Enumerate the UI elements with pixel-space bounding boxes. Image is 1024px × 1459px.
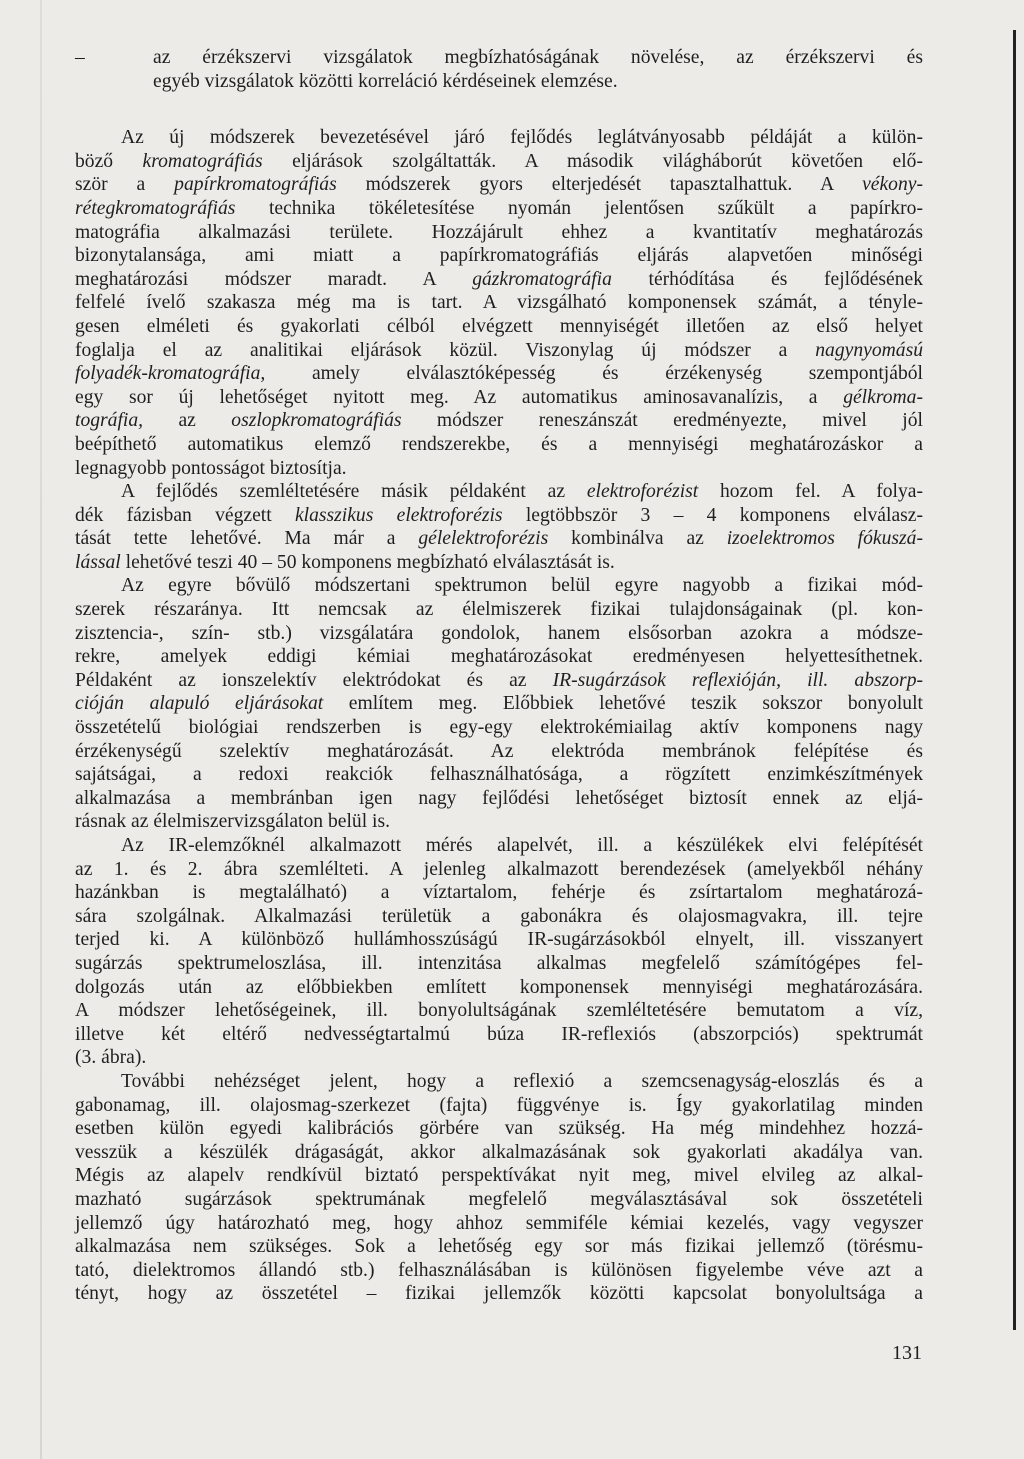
text-run: beépíthető automatikus elemző rendszerekbe, és a mennyiségi meghatározáskor a	[75, 433, 923, 455]
body-text	[75, 126, 923, 1306]
bullet-dash: –	[75, 47, 85, 68]
text-line	[75, 1141, 923, 1165]
text-run: hozom fel. A folya-	[698, 481, 923, 503]
text-line	[75, 433, 923, 457]
text-line	[75, 150, 923, 174]
text-line	[75, 740, 923, 764]
text-line	[75, 197, 923, 221]
italic-term: kromatográfiás	[142, 150, 263, 172]
text-run: További nehézséget jelent, hogy a reflexió a szemcsenagyság-eloszlás és a	[121, 1070, 923, 1092]
text-line	[75, 221, 923, 245]
text-run: ször a	[75, 174, 175, 196]
text-line	[75, 881, 923, 905]
text-line	[75, 952, 923, 976]
text-line	[75, 1046, 923, 1070]
italic-term: rétegkromatográfiás	[75, 197, 236, 219]
text-line	[75, 692, 923, 716]
text-run: esetben külön egyedi kalibrációs görbére van szükség. Ha még mindehhez hozzá-	[75, 1118, 923, 1140]
text-line	[75, 315, 923, 339]
text-line	[75, 999, 923, 1023]
italic-term: klasszikus elektroforézis	[294, 504, 503, 526]
text-line	[75, 1117, 923, 1141]
italic-term: elektroforézist	[586, 481, 699, 503]
text-run: legnagyobb pontosságot biztosítja.	[75, 457, 347, 479]
text-run: érzékenységű szelektív meghatározását. Az elektróda membránok felépítése és	[75, 740, 923, 762]
text-run: Az új módszerek bevezetésével járó fejlődés leglátványosabb példáját a külön-	[121, 127, 923, 149]
text-run: jellemző úgy határozható meg, hogy ahhoz semmiféle kémiai kezelés, vagy vegyszer	[75, 1212, 923, 1234]
italic-term: vékony-	[862, 174, 923, 196]
text-run: dék fázisban végzett	[75, 504, 295, 526]
text-line	[75, 598, 923, 622]
text-run: térhódítása és fejlődésének	[611, 268, 923, 290]
text-line	[75, 976, 923, 1000]
text-run: lehetővé teszi 40 – 50 komponens megbízható elválasztását is.	[120, 551, 615, 573]
italic-term: cióján alapuló eljárásokat	[75, 693, 324, 715]
text-run: hazánkban is megtalálható) a víztartalom, fehérje és zsírtartalom meghatározá-	[75, 882, 923, 904]
text-run: rásnak az élelmiszervizsgálaton belül is.	[75, 811, 391, 833]
text-run: Példaként az ionszelektív elektródokat és az	[75, 669, 553, 691]
text-run: bizonytalansága, ami miatt a papírkromatográfiás eljárás alapvetően minőségi	[75, 245, 923, 267]
text-line	[75, 574, 923, 598]
bullet-text-line-1: az érzékszervi vizsgálatok megbízhatóságának növelése, az érzékszervi és	[153, 47, 923, 68]
text-line	[75, 669, 923, 693]
text-run: technika tökéletesítése nyomán jelentősen szűkült a papírkro-	[235, 197, 923, 219]
text-run: az 1. és 2. ábra szemlélteti. A jelenleg alkalmazott berendezések (amelyekből néhány	[75, 858, 923, 880]
text-run: mazható sugárzások spektrumának megfelelő megválasztásával sok összetételi	[75, 1188, 923, 1210]
text-line	[75, 928, 923, 952]
italic-term: IR-sugárzások reflexióján, ill. abszorp-	[552, 669, 924, 691]
text-run: rekre, amelyek eddigi kémiai meghatározásokat eredményesen helyettesíthetnek.	[75, 646, 923, 668]
text-run: terjed ki. A különböző hullámhosszúságú IR-sugárzásokból elnyelt, ill. visszanyert	[75, 929, 923, 951]
bullet-item	[75, 46, 923, 93]
text-line	[75, 362, 923, 386]
text-line	[75, 480, 923, 504]
text-run: kombinálva az	[548, 528, 727, 550]
text-run: az	[143, 410, 232, 432]
page-scan-edge	[40, 0, 42, 1459]
text-line	[75, 504, 923, 528]
italic-term: lással	[75, 551, 121, 573]
text-run: sugárzás spektrumeloszlása, ill. intenzitása alkalmas megfelelő számítógépes fel-	[75, 952, 923, 974]
document-body	[75, 46, 923, 1306]
text-run: tényt, hogy az összetétel – fizikai jellemzők közötti kapcsolat bonyolultsága a	[75, 1283, 923, 1305]
text-run: felfelé ívelő szakasza még ma is tart. A vizsgálható komponensek számát, a tényle-	[75, 292, 923, 314]
text-run: gabonamag, ill. olajosmag-szerkezet (fajta) függvénye is. Így gyakorlatilag minden	[75, 1094, 923, 1116]
text-line	[75, 810, 923, 834]
text-line	[75, 457, 923, 481]
text-line	[75, 551, 923, 575]
text-run: zisztencia-, szín- stb.) vizsgálatára gondolok, hanem elsősorban azokra a módsze-	[75, 622, 923, 644]
text-run: módszerek gyors elterjedését tapasztalhattuk. A	[336, 174, 863, 196]
text-line	[75, 905, 923, 929]
text-run: tását tette lehetővé. Ma már a	[75, 528, 419, 550]
text-run: sára szolgálnak. Alkalmazási területük a gabonákra és olajosmagvakra, ill. tejre	[75, 905, 923, 927]
bullet-text-line-2: egyéb vizsgálatok közötti korreláció kérdéseinek elemzése.	[153, 70, 618, 92]
text-line	[75, 1235, 923, 1259]
text-line	[75, 409, 923, 433]
text-run: sajátságai, a redoxi reakciók felhasználhatósága, a rögzített enzimkészítmények	[75, 764, 923, 786]
text-run: legtöbbször 3 – 4 komponens elválasz-	[502, 504, 923, 526]
italic-term: folyadék-kromatográfia,	[75, 363, 266, 385]
text-run: vesszük a készülék drágaságát, akkor alkalmazásának sok gyakorlati akadálya van.	[75, 1141, 923, 1163]
text-line	[75, 858, 923, 882]
text-line	[75, 622, 923, 646]
text-run: amely elválasztóképesség és érzékenység szempontjából	[265, 363, 923, 385]
text-run: alkalmazása a membránban igen nagy fejlődési lehetőséget biztosít ennek az eljá-	[75, 787, 923, 809]
text-run: alkalmazása nem szükséges. Sok a lehetőség egy sor más fizikai jellemző (törésmu-	[75, 1236, 923, 1258]
text-run: (3. ábra).	[75, 1047, 147, 1069]
text-line	[75, 1070, 923, 1094]
text-line	[75, 1282, 923, 1306]
italic-term: gázkromatográfia	[472, 268, 612, 290]
text-run: Az IR-elemzőknél alkalmazott mérés alapelvét, ill. a készülékek elvi felépítését	[121, 835, 923, 856]
text-line	[75, 1094, 923, 1118]
text-run: módszer reneszánszát eredményezte, mivel jól	[401, 410, 923, 432]
text-run: illetve két eltérő nedvességtartalmú búza IR-reflexiós (abszorpciós) spektrumát	[75, 1023, 923, 1045]
page-binding-edge	[1013, 30, 1016, 1330]
text-run: Mégis az alapelv rendkívül biztató perspektívákat nyit meg, mivel elvileg az alkal-	[75, 1165, 923, 1187]
text-line	[75, 716, 923, 740]
text-line	[75, 787, 923, 811]
italic-term: papírkromatográfiás	[174, 174, 337, 196]
text-run: gesen elméleti és gyakorlati célból elvégzett mennyiségét illetően az első helyet	[75, 315, 923, 337]
italic-term: tográfia,	[75, 410, 144, 432]
text-line	[75, 386, 923, 410]
text-line	[75, 834, 923, 858]
text-line	[75, 46, 923, 70]
text-run: egy sor új lehetőséget nyitott meg. Az automatikus aminosavanalízis, a	[75, 386, 844, 408]
text-line	[75, 268, 923, 292]
text-line	[75, 1212, 923, 1236]
text-run: meghatározási módszer maradt. A	[75, 268, 473, 290]
text-line	[75, 1259, 923, 1283]
text-run: A módszer lehetőségeinek, ill. bonyolultságának szemléltetésére bemutatom a víz,	[75, 1000, 923, 1022]
text-line	[75, 1023, 923, 1047]
text-run: böző	[75, 150, 143, 172]
italic-term: oszlopkromatográfiás	[231, 410, 402, 432]
text-run: eljárások szolgáltatták. A második világháborút követően elő-	[262, 150, 923, 172]
paragraph-gap	[75, 93, 923, 126]
text-run: szerek részaránya. Itt nemcsak az élelmiszerek fizikai tulajdonságainak (pl. kon-	[75, 599, 923, 621]
text-line	[75, 126, 923, 150]
text-run: foglalja el az analitikai eljárások közül. Viszonylag új módszer a	[75, 339, 816, 361]
text-line	[75, 1188, 923, 1212]
text-run: dolgozás után az előbbiekben említett komponensek mennyiségi meghatározására.	[75, 976, 923, 998]
text-run: Az egyre bővülő módszertani spektrumon belül egyre nagyobb a fizikai mód-	[121, 575, 923, 597]
italic-term: nagynyomású	[815, 339, 923, 361]
text-line	[75, 763, 923, 787]
text-run: tató, dielektromos állandó stb.) felhasználásában is különösen figyelembe véve azt a	[75, 1259, 923, 1281]
text-line	[75, 645, 923, 669]
page-number: 131	[892, 1342, 922, 1364]
text-line	[75, 339, 923, 363]
text-run: összetételű biológiai rendszerben is egy-egy elektrokémiailag aktív komponens nagy	[75, 717, 923, 739]
text-run: A fejlődés szemléltetésére másik példaként az	[121, 481, 587, 503]
text-line	[75, 1164, 923, 1188]
italic-term: izoelektromos fókuszá-	[726, 528, 923, 550]
text-line	[75, 244, 923, 268]
text-run: említem meg. Előbbiek lehetővé teszik sokszor bonyolult	[323, 693, 923, 715]
italic-term: gélelektroforézis	[418, 528, 549, 550]
text-line	[75, 291, 923, 315]
text-line	[75, 527, 923, 551]
text-line	[75, 173, 923, 197]
italic-term: gélkroma-	[843, 386, 923, 408]
text-run: matográfia alkalmazási területe. Hozzájárult ehhez a kvantitatív meghatározás	[75, 221, 923, 243]
